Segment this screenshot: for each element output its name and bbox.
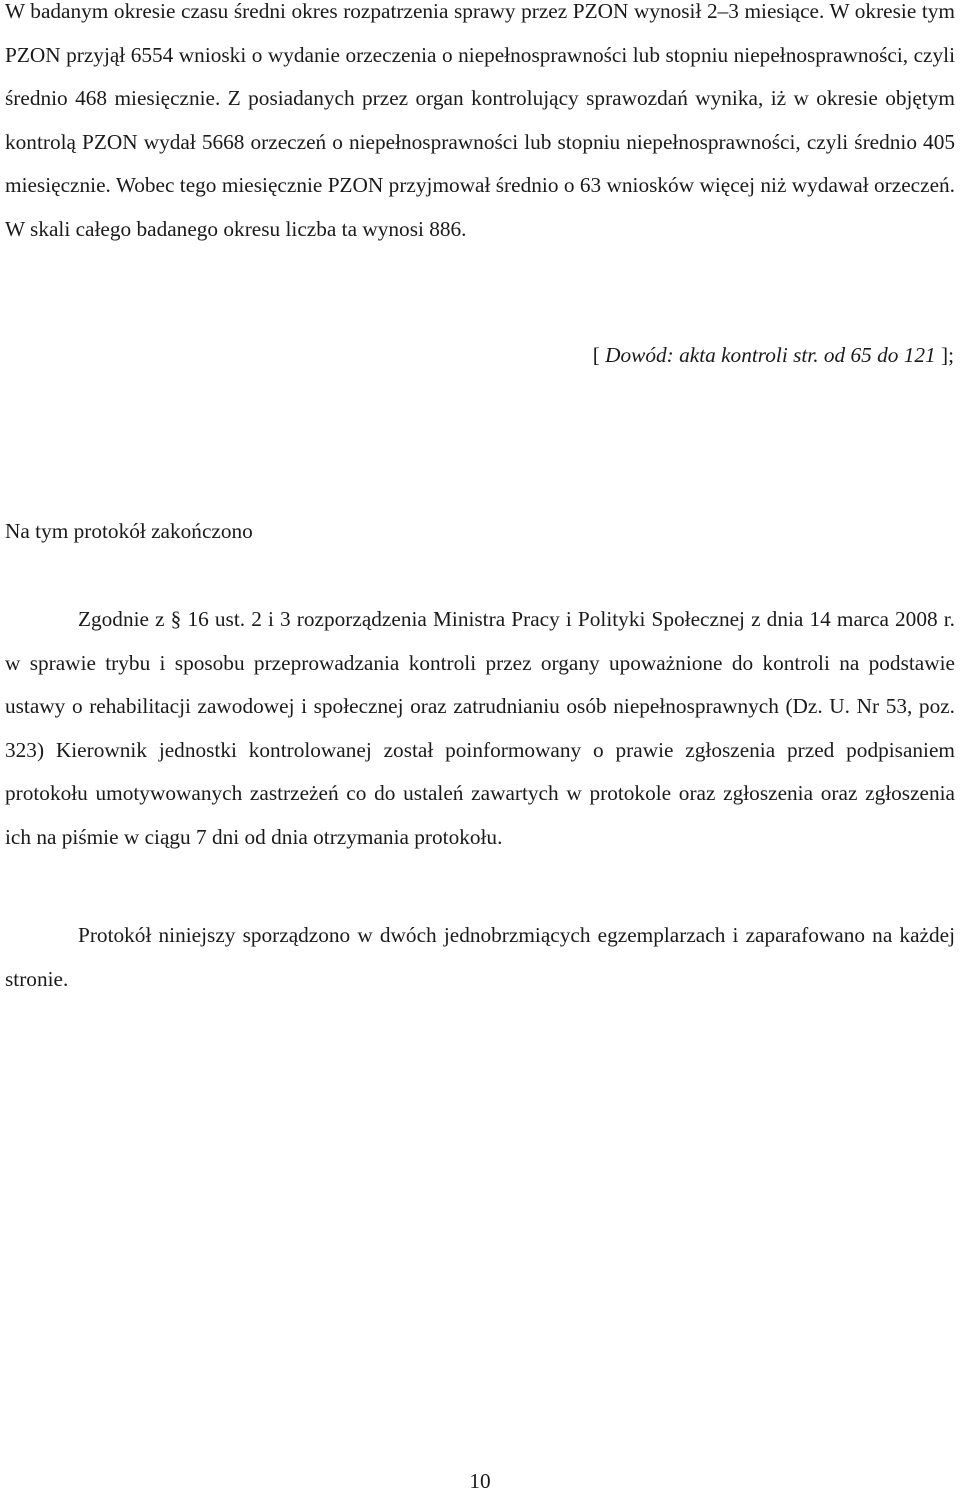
evidence-close-bracket: ];	[935, 343, 954, 367]
page-number: 10	[469, 1469, 491, 1493]
evidence-text: Dowód: akta kontroli str. od 65 do 121	[605, 343, 936, 367]
paragraph-copies: Protokół niniejszy sporządzono w dwóch jednobrzmiących egzemplarzach i zaparafowano na każdej stronie.	[5, 923, 955, 991]
protocol-closing-line: Na tym protokół zakończono	[5, 519, 253, 543]
paragraph-legal-basis: Zgodnie z § 16 ust. 2 i 3 rozporządzenia Ministra Pracy i Polityki Społecznej z dnia 14 marca 2008 r. w sprawie trybu i sposobu przeprowadzania kontroli przez organy upoważnione do kontroli na podstawie ustawy o rehabilitacji zawodowej i społecznej oraz zatrudnianiu osób niepełnosprawnych (Dz. U. Nr 53, poz. 323) Kierownik jednostki kontrolowanej został poinformowany o prawie zgłoszenia przed podpisaniem protokołu umotywowanych zastrzeżeń co do ustaleń zawartych w protokole oraz zgłoszenia oraz zgłoszenia ich na piśmie w ciągu 7 dni od dnia otrzymania protokołu.	[5, 607, 955, 849]
evidence-reference	[593, 334, 954, 377]
paragraph-pzon-statistics: W badanym okresie czasu średni okres rozpatrzenia sprawy przez PZON wynosił 2–3 miesiące. W okresie tym PZON przyjął 6554 wnioski o wydanie orzeczenia o niepełnosprawności lub stopniu niepełnosprawności, czyli średnio 468 miesięcznie. Z posiadanych przez organ kontrolujący sprawozdań wynika, iż w okresie objętym kontrolą PZON wydał 5668 orzeczeń o niepełnosprawności lub stopniu niepełnosprawności, czyli średnio 405 miesięcznie. Wobec tego miesięcznie PZON przyjmował średnio o 63 wniosków więcej niż wydawał orzeczeń. W skali całego badanego okresu liczba ta wynosi 886.	[5, 0, 955, 241]
evidence-open-bracket: [	[592, 343, 606, 367]
